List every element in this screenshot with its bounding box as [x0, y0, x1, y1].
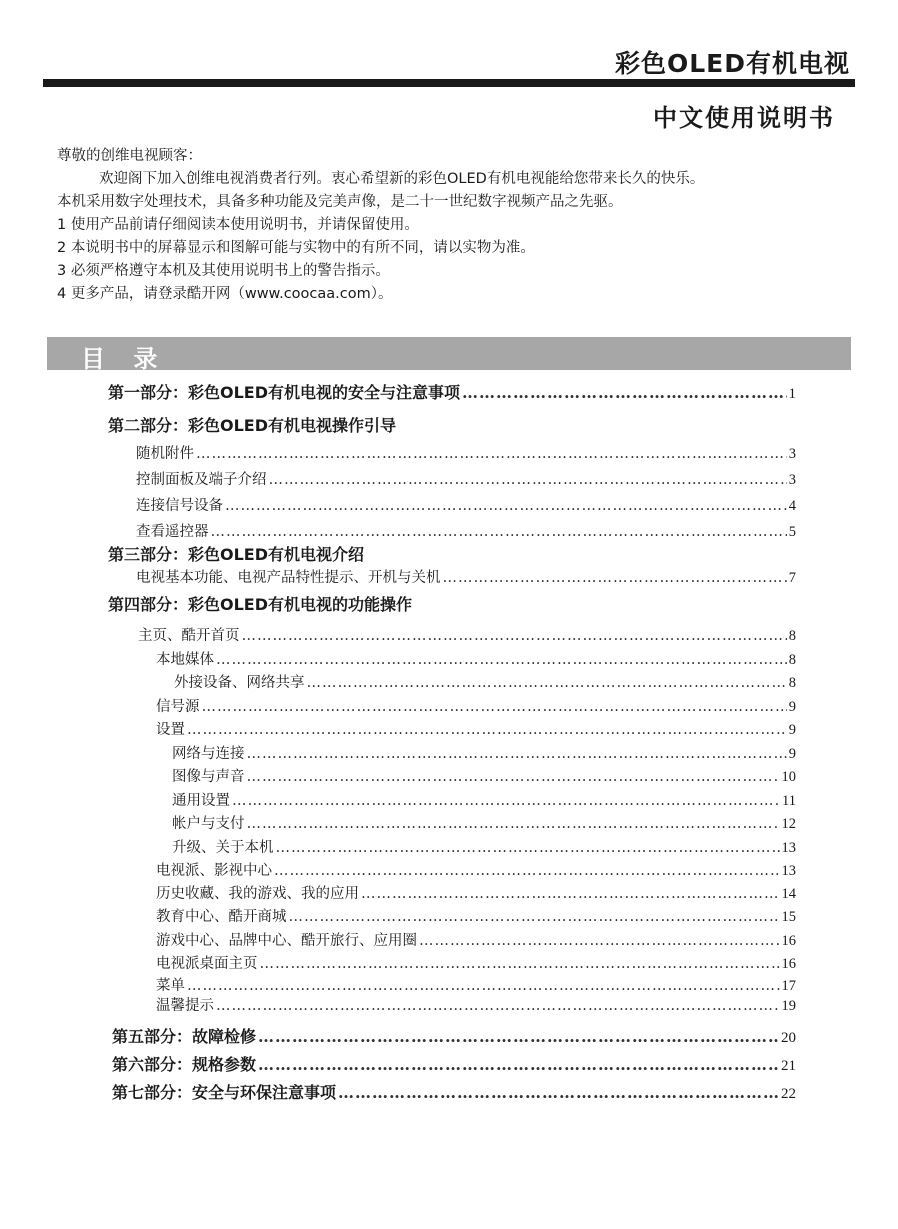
intro-note: 3 必须严格遵守本机及其使用说明书上的警告指示。 [57, 263, 390, 279]
toc-leader-dots [196, 446, 787, 462]
toc-entry-part[interactable] [112, 1024, 796, 1047]
toc-entry[interactable] [156, 974, 796, 995]
toc-entry-text: 信号源 [156, 699, 200, 715]
toc-heading-bar [47, 337, 851, 373]
toc-entry[interactable] [156, 718, 796, 739]
toc-entry-text: 通用设置 [172, 793, 230, 809]
toc-leader-dots [443, 570, 787, 586]
toc-entry-page: 12 [781, 816, 796, 832]
toc-entry[interactable] [172, 765, 796, 786]
toc-leader-dots [462, 383, 786, 402]
toc-entry[interactable] [156, 648, 796, 669]
intro-description: 本机采用数字处理技术，具备多种功能及完美声像，是二十一世纪数字视频产品之先驱。 [57, 194, 623, 210]
toc-entry[interactable] [136, 566, 796, 587]
toc-entry-text: 随机附件 [136, 446, 194, 462]
toc-entry-page: 14 [781, 886, 796, 902]
toc-entry[interactable] [138, 624, 796, 645]
toc-entry-text: 第七部分：安全与环保注意事项 [112, 1083, 337, 1102]
toc-entry-text: 教育中心、酷开商城 [156, 909, 287, 925]
intro-note: 2 本说明书中的屏幕显示和图解可能与实物中的有所不同，请以实物为准。 [57, 240, 535, 256]
toc-leader-dots [258, 1027, 779, 1046]
toc-entry-page: 7 [788, 570, 796, 586]
toc-entry[interactable] [172, 742, 796, 763]
toc-entry-page: 17 [781, 978, 796, 994]
document-header-title: 彩色OLED有机电视 [614, 49, 850, 78]
intro-note: 1 使用产品前请仔细阅读本使用说明书，并请保留使用。 [57, 217, 419, 233]
toc-entry-text: 查看遥控器 [136, 524, 209, 540]
toc-entry-page: 10 [781, 769, 796, 785]
toc-entry[interactable] [136, 520, 796, 541]
toc-entry-page: 16 [781, 956, 796, 972]
toc-entry-text: 第六部分：规格参数 [112, 1055, 257, 1074]
toc-entry-text: 电视派桌面主页 [156, 956, 258, 972]
toc-entry[interactable] [174, 671, 796, 692]
toc-leader-dots [247, 746, 787, 762]
toc-entry-page: 3 [788, 472, 796, 488]
toc-leader-dots [419, 933, 780, 949]
toc-entry-page: 21 [781, 1058, 796, 1074]
toc-entry-text: 帐户与支付 [172, 816, 245, 832]
toc-entry-page: 8 [788, 675, 796, 691]
toc-leader-dots [307, 675, 787, 691]
toc-entry-text: 历史收藏、我的游戏、我的应用 [156, 886, 359, 902]
toc-leader-dots [338, 1083, 779, 1102]
toc-leader-dots [187, 978, 780, 994]
toc-entry[interactable] [156, 929, 796, 950]
toc-entry[interactable] [156, 994, 796, 1015]
toc-entry-text: 第一部分：彩色OLED有机电视的安全与注意事项 [108, 383, 461, 402]
toc-leader-dots [276, 840, 780, 856]
toc-entry-text: 第二部分：彩色OLED有机电视操作引导 [108, 416, 397, 435]
toc-leader-dots [225, 498, 787, 514]
toc-entry-text: 电视基本功能、电视产品特性提示、开机与关机 [136, 570, 441, 586]
toc-entry[interactable] [136, 494, 796, 515]
toc-entry-page: 13 [781, 863, 796, 879]
toc-entry-text: 外接设备、网络共享 [174, 675, 305, 691]
toc-leader-dots [187, 722, 787, 738]
toc-entry-text: 连接信号设备 [136, 498, 223, 514]
toc-entry-page: 8 [788, 628, 796, 644]
intro-greeting: 尊敬的创维电视顾客： [57, 148, 202, 164]
toc-entry-page: 9 [788, 746, 796, 762]
toc-leader-dots [258, 1055, 779, 1074]
toc-entry-part[interactable] [108, 380, 796, 403]
toc-entry-part[interactable] [108, 413, 396, 436]
toc-entry-page: 22 [781, 1086, 796, 1102]
toc-entry-text: 游戏中心、品牌中心、酷开旅行、应用圈 [156, 933, 417, 949]
toc-entry[interactable] [172, 789, 796, 810]
toc-entry-text: 设置 [156, 722, 185, 738]
toc-leader-dots [247, 816, 780, 832]
toc-entry-part[interactable] [108, 592, 412, 615]
toc-entry-page: 13 [781, 840, 796, 856]
toc-entry-page: 20 [781, 1030, 796, 1046]
toc-entry[interactable] [136, 468, 796, 489]
toc-entry-text: 图像与声音 [172, 769, 245, 785]
toc-entry-page: 8 [788, 652, 796, 668]
toc-entry-text: 主页、酷开首页 [138, 628, 240, 644]
toc-entry[interactable] [156, 695, 796, 716]
toc-leader-dots [247, 769, 780, 785]
toc-heading: 目 录 [81, 344, 168, 373]
toc-entry[interactable] [156, 859, 796, 880]
document-subtitle: 中文使用说明书 [653, 104, 835, 132]
toc-entry[interactable] [156, 952, 796, 973]
toc-leader-dots [269, 472, 787, 488]
toc-leader-dots [216, 998, 780, 1014]
toc-entry-page: 19 [781, 998, 796, 1014]
toc-entry-text: 电视派、影视中心 [156, 863, 272, 879]
toc-entry-page: 5 [788, 524, 796, 540]
toc-entry[interactable] [172, 836, 796, 857]
header-divider [43, 79, 855, 87]
toc-entry-page: 3 [788, 446, 796, 462]
toc-entry-text: 控制面板及端子介绍 [136, 472, 267, 488]
toc-entry-page: 11 [782, 793, 796, 809]
toc-entry-page: 1 [788, 386, 796, 402]
toc-leader-dots [211, 524, 787, 540]
intro-section [57, 145, 877, 306]
toc-entry-page: 16 [781, 933, 796, 949]
toc-entry-part[interactable] [112, 1052, 796, 1075]
toc-entry-part[interactable] [108, 542, 364, 565]
toc-entry-text: 第三部分：彩色OLED有机电视介绍 [108, 545, 365, 564]
toc-entry-text: 第四部分：彩色OLED有机电视的功能操作 [108, 595, 413, 614]
toc-entry-part[interactable] [112, 1080, 796, 1103]
toc-entry[interactable] [156, 882, 796, 903]
toc-entry-text: 第五部分：故障检修 [112, 1027, 257, 1046]
intro-welcome: 欢迎阁下加入创维电视消费者行列。衷心希望新的彩色OLED有机电视能给您带来长久的快乐。 [99, 171, 705, 187]
toc-leader-dots [289, 909, 780, 925]
toc-entry[interactable] [172, 812, 796, 833]
toc-entry-text: 温馨提示 [156, 998, 214, 1014]
toc-entry-text: 升级、关于本机 [172, 840, 274, 856]
toc-leader-dots [274, 863, 780, 879]
toc-leader-dots [260, 956, 780, 972]
toc-entry[interactable] [136, 442, 796, 463]
toc-entry-text: 网络与连接 [172, 746, 245, 762]
toc-entry-text: 菜单 [156, 978, 185, 994]
toc-entry-page: 4 [788, 498, 796, 514]
toc-entry-page: 9 [788, 722, 796, 738]
toc-entry-page: 9 [788, 699, 796, 715]
intro-note: 4 更多产品，请登录酷开网（www.coocaa.com）。 [57, 286, 393, 302]
toc-leader-dots [361, 886, 780, 902]
toc-entry-page: 15 [781, 909, 796, 925]
toc-leader-dots [202, 699, 787, 715]
toc-leader-dots [232, 793, 780, 809]
toc-leader-dots [242, 628, 787, 644]
toc-entry-text: 本地媒体 [156, 652, 214, 668]
toc-entry[interactable] [156, 905, 796, 926]
toc-leader-dots [216, 652, 787, 668]
